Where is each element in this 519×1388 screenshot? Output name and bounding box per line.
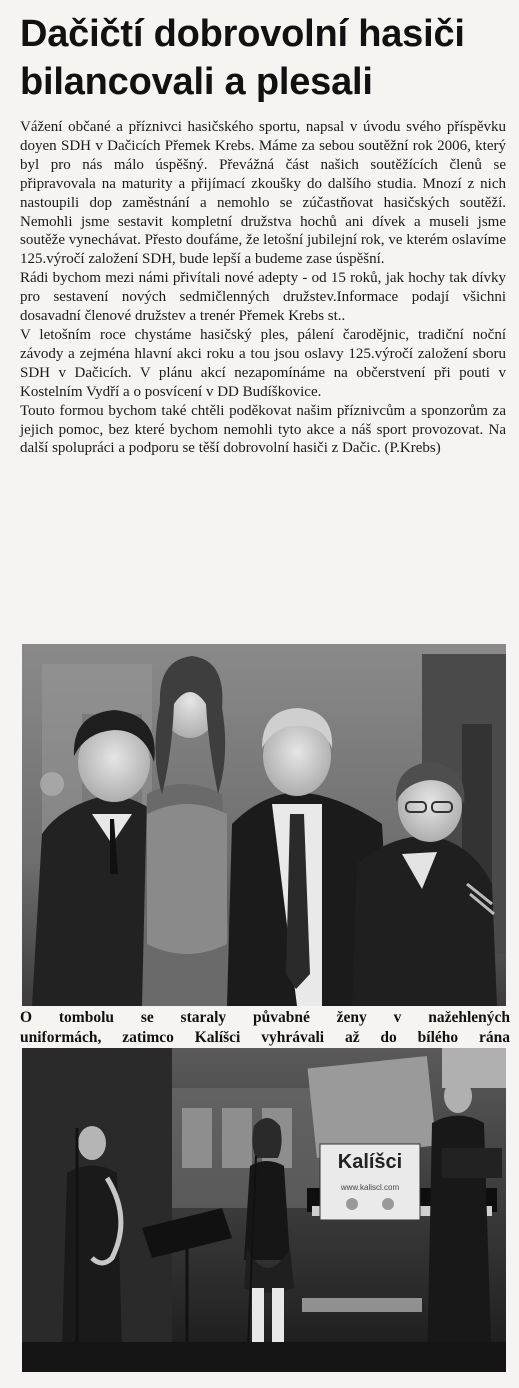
article-paragraph-2: Rádi bychom mezi námi přivítali nové adepty - od 15 roků, jak hochy tak dívky pro sestavení nových sedmičlenných družstev.Informace podají všichni dosavadní členové družstev a trenér Přemek Krebs st.. — [20, 270, 506, 325]
poster-band-name: Kalíšci — [337, 1151, 403, 1173]
photo-band-performing-image — [22, 1048, 506, 1372]
article-body — [20, 118, 506, 458]
photo-caption-line-1: O tombolu se staraly půvabné ženy v nažehlených — [20, 1009, 510, 1026]
article-paragraph-1: Vážení občané a příznivci hasičského sportu, napsal v úvodu svého příspěvku doyen SDH v Dačicích Přemek Krebs. Máme za sebou soutěžní rok 2006, který byl pro nás málo úspěšný. Převážná část našich soutěžících členů se připravovala na maturity a přijímací zkoušky do dalšího studia. Mnozí z nich nastoupili dop zaměstnání a nemohlo se zúčastňovat hasičských soutěží. Nemohli jsme sestavit kompletní družstva hochů ani dívek a museli jsme soutěže vynechávat. Přesto doufáme, že letošní jubilejní rok, ve kterém oslavíme 125.výročí založení SDH, bude lepší a budeme zase úspěšní. — [20, 119, 506, 268]
article-title — [20, 10, 510, 106]
photo-group-portrait — [22, 644, 506, 1006]
photo-caption — [20, 1008, 510, 1048]
article-title-line-2: bilancovali a plesali — [20, 61, 373, 103]
article-title-line-1: Dačičtí dobrovolní hasiči — [20, 13, 465, 55]
poster-url: www.kaliscl.com — [340, 1183, 400, 1192]
article-paragraph-3: V letošním roce chystáme hasičský ples, pálení čarodějnic, tradiční noční závody a zejména hlavní akci roku a tou jsou oslavy 125.výročí založení sboru SDH v Dačicích. V plánu akcí nezapomínáme na občerstvení při pouti v Kostelním Vydří a o posvícení v DD Budíškovice. — [20, 326, 506, 400]
photo-band-performing — [22, 1048, 506, 1372]
photo-caption-line-2: uniformách, zatimco Kalíšci vyhrávali až do bílého rána — [20, 1029, 510, 1046]
article-paragraph-4: Touto formou bychom také chtěli poděkovat našim příznivcům a sponzorům za jejich pomoc, bez které bychom nemohli tyto akce a náš sport provozovat. Na další spolupráci a podporu se těší dobrovolní hasiči z Dačic. (P.Krebs) — [20, 402, 506, 457]
photo-group-portrait-image — [22, 644, 506, 1006]
